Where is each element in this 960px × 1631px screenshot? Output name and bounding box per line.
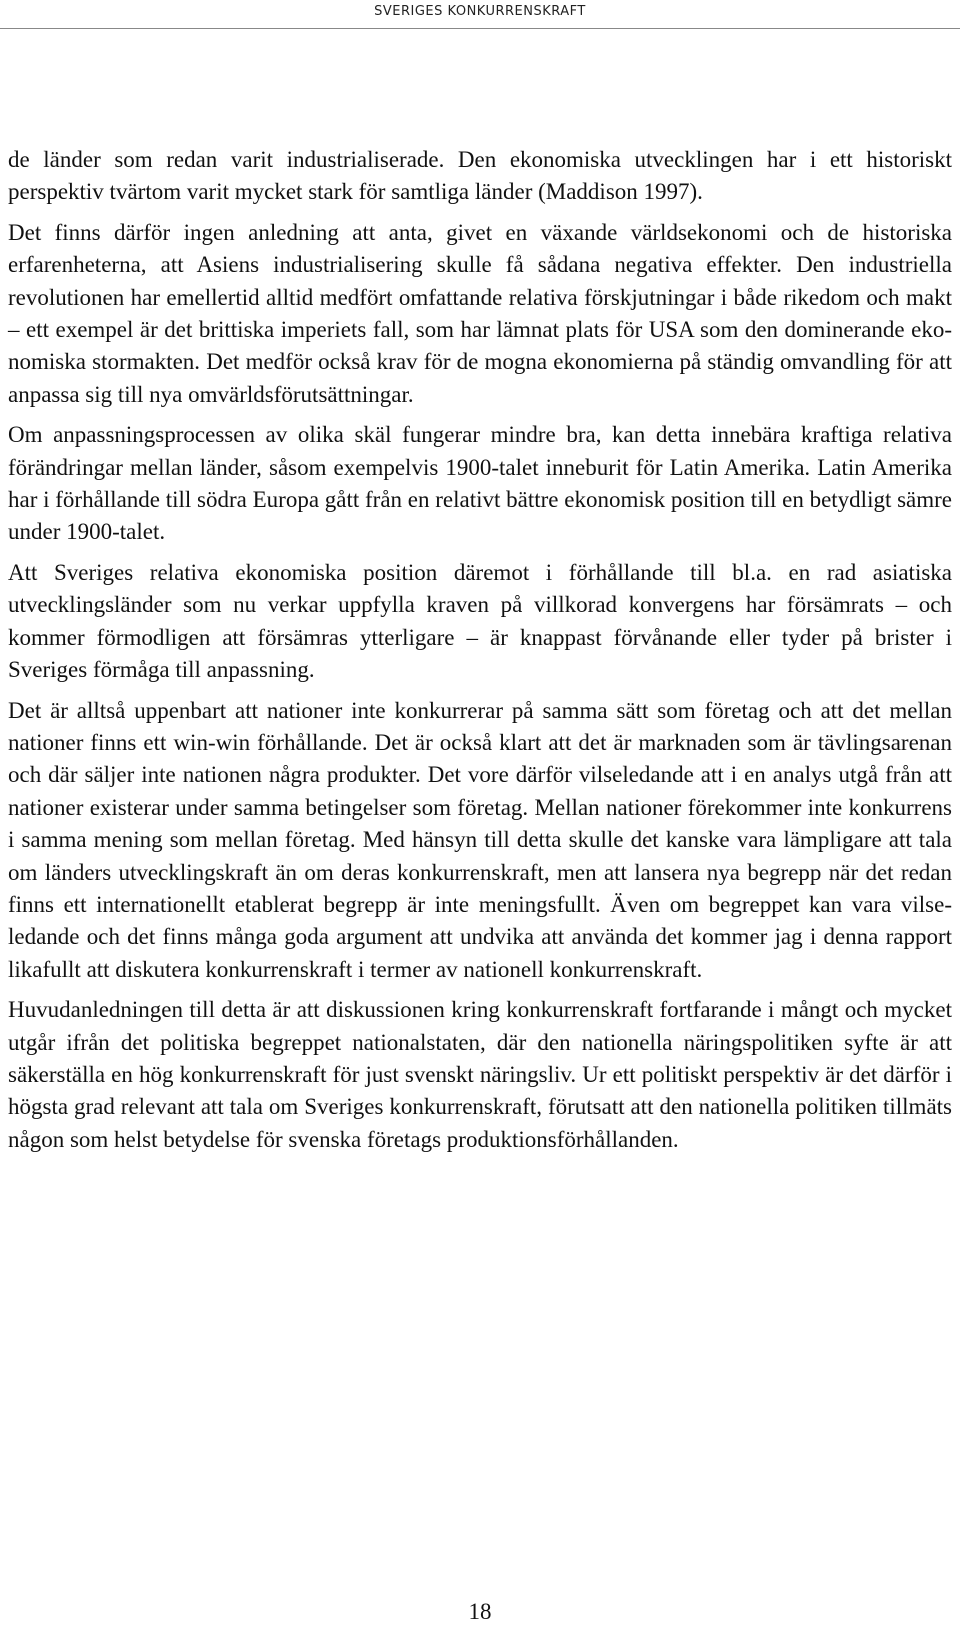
header-divider xyxy=(0,28,960,29)
paragraph-6: Huvudanledningen till detta är att diskussionen kring konkurrenskraft fortfarande i mångt och mycket utgår ifrån det politiska begreppet nationalstaten, där den nationella näringspolitiken syfte är att säkerställa en hög konkurrenskraft för just svenskt näringsliv. Ur ett politiskt perspektiv är det därför i högsta grad relevant att tala om Sveriges konkurrenskraft, förutsatt att den nationella politiken tillmäts någon som helst betydelse för svenska företags produktionsförhållanden. xyxy=(8,997,952,1152)
paragraph-3: Om anpassningsprocessen av olika skäl fungerar mindre bra, kan detta innebära kraftiga relativa förändringar mellan länder, såsom exempelvis 1900-talet inneburit för Latin Amerika. Latin Amerika har i förhållande till södra Europa gått från en relativt bättre ekonomisk position till en betydligt sämre under 1900-talet. xyxy=(8,422,953,545)
body-text xyxy=(8,144,952,1164)
paragraph-5: Det är alltså uppenbart att nationer inte konkurrerar på samma sätt som företag och att det mellan nationer finns ett win-win förhållande. Det är också klart att det är marknaden som är tävlingsarenan och där säljer inte nationen några produkter. Det vore därför vilseledande att i en analys utgå från att nationer existerar under samma betingelser som företag. Mellan nationer förekommer inte konkurrens i samma mening som mellan företag. Med hänsyn till detta skulle det kanske vara lämpligare att tala om länders utvecklingskraft än om deras konkurrenskraft, men att lansera nya begrepp när det redan finns ett internationellt etablerat begrepp är inte meningsfullt. Även om begreppet kan vara vilseledande och det finns många goda argument att undvika att använda det kommer jag i denna rapport likafullt att diskutera konkurrenskraft i termer av nationell konkurrenskraft. xyxy=(8,697,952,982)
page-number: 18 xyxy=(468,1599,492,1624)
paragraph-2: Det finns därför ingen anledning att anta, givet en växande världsekonomi och de historiska erfarenheterna, att Asiens industrialisering skulle få sådana negativa effekter. Den industriella revolutionen har emellertid alltid medfört omfattande relativa förskjutningar i både rikedom och makt – ett exempel är det brittiska imperiets fall, som har lämnat plats för USA som den dominerande ekonomiska stormakten. Det medför också krav för de mogna ekonomierna på ständig omvandling för att anpassa sig till nya omvärldsförutsättningar. xyxy=(8,219,952,407)
paragraph-4: Att Sveriges relativa ekonomiska position däremot i förhållande till bl.a. en rad asiatiska utvecklingsländer som nu verkar uppfylla kraven på villkorad konvergens har försämrats – och kommer förmodligen att försämras ytterligare – är knappast förvånande eller tyder på brister i Sveriges förmåga till anpassning. xyxy=(8,559,952,683)
paragraph-1: de länder som redan varit industrialiserade. Den ekonomiska utvecklingen har i ett historiskt perspektiv tvärtom varit mycket stark för samtliga länder (Maddison 1997). xyxy=(8,147,952,205)
running-header: SVERIGES KONKURRENSKRAFT xyxy=(374,4,586,19)
